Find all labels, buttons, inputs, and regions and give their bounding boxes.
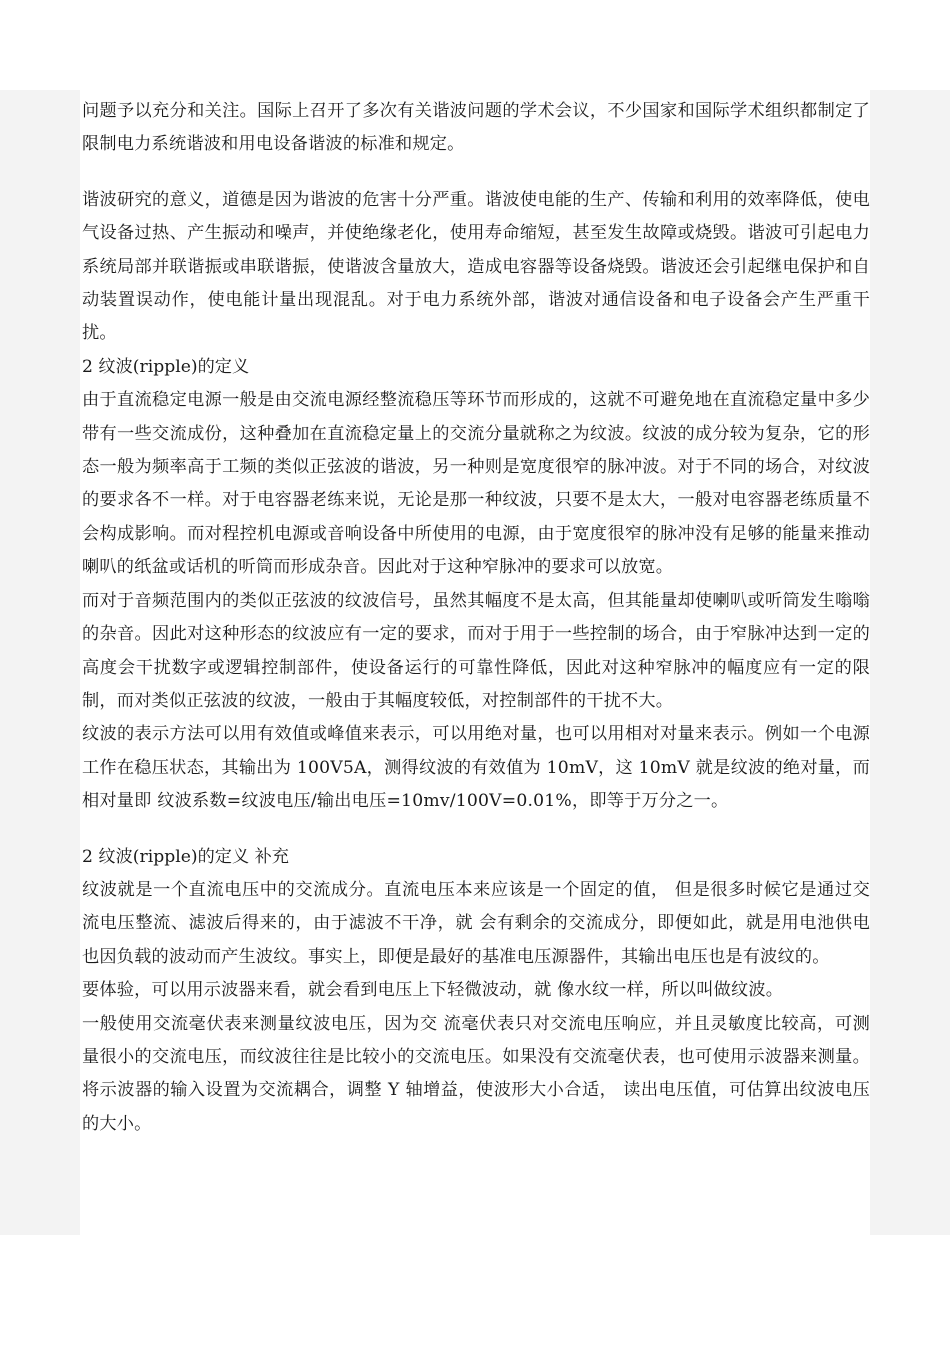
paragraph-ripple-measurement: 一般使用交流毫伏表来测量纹波电压，因为交 流毫伏表只对交流电压响应，并且灵敏度比较高，可测量很小的交流电压，而纹波往往是比较小的交流电压。如果没有交流毫伏表，也可使用示波器来测量。将示波器的输入设置为交流耦合，调整 Y 轴增益，使波形大小合适， 读出电压值，可估算出纹波电压的大小。 — [82, 1013, 870, 1134]
section-heading-ripple-definition: 2 纹波(ripple)的定义 — [82, 356, 250, 377]
paragraph-ripple-audio: 而对于音频范围内的类似正弦波的纹波信号，虽然其幅度不是太高，但其能量却使喇叭或听筒发生嗡嗡的杂音。因此对这种形态的纹波应有一定的要求，而对于用于一些控制的场合，由于窄脉冲达到一定的高度会干扰数字或逻辑控制部件，使设备运行的可靠性降低，因此对这种窄脉冲的幅度应有一定的限制，而对类似正弦波的纹波，一般由于其幅度较低，对控制部件的干扰不大。 — [82, 590, 870, 711]
paragraph-harmonic-standards: 问题予以充分和关注。国际上召开了多次有关谐波问题的学术会议，不少国家和国际学术组织都制定了限制电力系统谐波和用电设备谐波的标准和规定。 — [82, 101, 870, 155]
paragraph-gap — [82, 162, 870, 184]
paragraph-ripple-oscilloscope: 要体验，可以用示波器来看，就会看到电压上下轻微波动，就 像水纹一样，所以叫做纹波。 — [82, 980, 784, 1001]
section-heading-ripple-supplement: 2 纹波(ripple)的定义 补充 — [82, 846, 289, 867]
paragraph-ripple-origin: 由于直流稳定电源一般是由交流电源经整流稳压等环节而形成的，这就不可避免地在直流稳定量中多少带有一些交流成份，这种叠加在直流稳定量上的交流分量就称之为纹波。纹波的成分较为复杂，它的形态一般为频率高于工频的类似正弦波的谐波，另一种则是宽度很窄的脉冲波。对于不同的场合，对纹波的要求各不一样。对于电容器老练来说，无论是那一种纹波，只要不是太大，一般对电容器老练质量不会构成影响。而对程控机电源或音响设备中所使用的电源，由于宽度很窄的脉冲没有足够的能量来推动喇叭的纸盆或话机的听筒而形成杂音。因此对于这种窄脉冲的要求可以放宽。 — [82, 390, 870, 578]
paragraph-ripple-representation: 纹波的表示方法可以用有效值或峰值来表示，可以用绝对量，也可以用相对对量来表示。例如一个电源工作在稳压状态，其输出为 100V5A，测得纹波的有效值为 10mV，这 10mV 就是纹波的绝对量，而相对量即 纹波系数=纹波电压/输出电压=10mv/100V=0.01%，即等于万分之一。 — [82, 724, 870, 812]
paragraph-ripple-ac-component: 纹波就是一个直流电压中的交流成分。直流电压本来应该是一个固定的值， 但是很多时候它是通过交流电压整流、滤波后得来的，由于滤波不干净，就 会有剩余的交流成分，即便如此，就是用电池供电也因负载的波动而产生波纹。事实上，即便是最好的基准电压源器件，其输出电压也是有波纹的。 — [82, 879, 870, 967]
paragraph-harmonic-significance: 谐波研究的意义，道德是因为谐波的危害十分严重。谐波使电能的生产、传输和利用的效率降低，使电气设备过热、产生振动和噪声，并使绝缘老化，使用寿命缩短，甚至发生故障或烧毁。谐波可引起电力系统局部并联谐振或串联谐振，使谐波含量放大，造成电容器等设备烧毁。谐波还会引起继电保护和自动装置误动作，使电能计量出现混乱。对于电力系统外部，谐波对通信设备和电子设备会产生严重干扰。 — [82, 189, 870, 344]
paragraph-gap — [82, 819, 870, 841]
document-body — [80, 90, 870, 1235]
